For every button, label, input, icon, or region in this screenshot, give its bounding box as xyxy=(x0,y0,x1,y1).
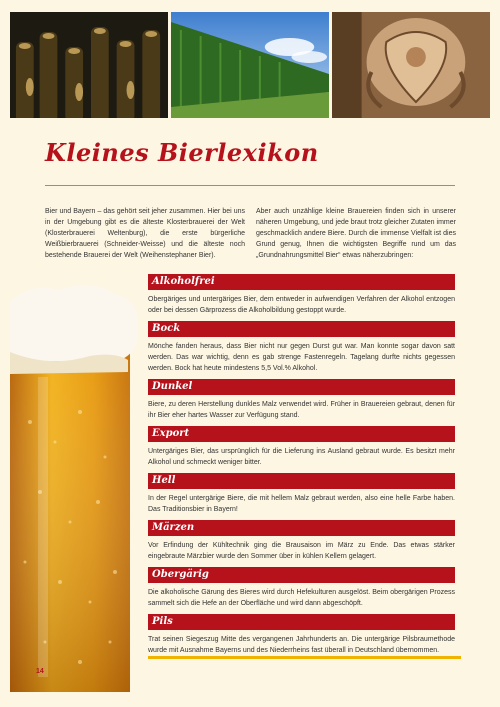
glossary-term: Obergärig xyxy=(148,567,455,583)
glossary-entry xyxy=(148,520,455,567)
page-title: Kleines Bierlexikon xyxy=(45,138,319,167)
glossary-term: Dunkel xyxy=(148,379,455,395)
glossary-definition: Mönche fanden heraus, dass Bier nicht nur gegen Durst gut war. Man konnte sogar davon satt werden. Das war wichtig, denn es gab strenge Fastenregeln. Tagelang durfte nichts gegessen werden. Bock hat heute mindestens 5,5 Vol.% Alkohol. xyxy=(148,343,455,372)
glossary-term: Alkoholfrei xyxy=(148,274,455,290)
glossary-term: Hell xyxy=(148,473,455,489)
beer-bottles-photo xyxy=(10,12,168,118)
glossary-term: Märzen xyxy=(148,520,455,536)
glossary-entry xyxy=(148,321,455,379)
photo-strip xyxy=(10,12,490,118)
glossary-term: Pils xyxy=(148,614,455,630)
intro-right-column: Aber auch unzählige kleine Brauereien finden sich in unserer näheren Umgebung, und jede braut trotz gleicher Zutaten immer geschmacklich andere Biere. Durch die immense Vielfalt ist dies Grund genug, Ihnen die wichtigsten Begriffe rund um das „Grundnahrungsmittel Bier“ etwas näherzubringen: xyxy=(256,208,456,259)
glossary-definition: Untergäriges Bier, das ursprünglich für die Lieferung ins Ausland gebraut wurde. Es besitzt mehr Alkohol und schmeckt weniger bitter. xyxy=(148,448,455,466)
glossary-definition: Trat seinen Siegeszug Mitte des vergangenen Jahrhunderts an. Die untergärige Pilsbraumethode wurde mit Ausnahme Bayerns und des Niederrheins fast überall in Deutschland übernommen. xyxy=(148,636,455,654)
glossary-entry xyxy=(148,614,455,661)
glossary-definition: Biere, zu deren Herstellung dunkles Malz verwendet wird. Früher in Brauereien gebraut, denen für ihr Bier eher hartes Wasser zur Verfügung stand. xyxy=(148,401,455,419)
hop-field-photo xyxy=(171,12,329,118)
carved-wood-photo xyxy=(332,12,490,118)
glossary-list xyxy=(148,274,455,661)
glossary-entry xyxy=(148,426,455,473)
beer-glass-image xyxy=(10,282,148,692)
glossary-entry xyxy=(148,567,455,614)
page-number: 14 xyxy=(36,668,44,675)
glossary-entry xyxy=(148,274,455,321)
intro-left-column: Bier und Bayern – das gehört seit jeher zusammen. Hier bei uns in der Umgebung gibt es die älteste Klosterbrauerei der Welt (Klosterbrauerei Weltenburg), die erste bürgerliche Weißbierbrauerei (Schneider-Weisse) und die älteste noch bestehende Brauerei der Welt (Weihenstephaner Bier). xyxy=(45,208,245,259)
glossary-definition: Obergäriges und untergäriges Bier, dem entweder in aufwendigen Verfahren der Alkohol entzogen oder bei dessen Gärprozess die Alkoholbildung gestoppt wurde. xyxy=(148,296,455,314)
glossary-definition: Die alkoholische Gärung des Bieres wird durch Hefekulturen ausgelöst. Beim obergärigen Prozess sammelt sich die Hefe an der Oberfläche und wird dann abgeschöpft. xyxy=(148,589,455,607)
glossary-definition: In der Regel untergärige Biere, die mit hellem Malz gebraut werden, also eine helle Farbe haben. Das Traditionsbier in Bayern! xyxy=(148,495,455,513)
glossary-entry xyxy=(148,473,455,520)
glossary-term: Export xyxy=(148,426,455,442)
title-divider xyxy=(45,185,455,186)
glossary-definition: Vor Erfindung der Kühltechnik ging die Brausaison im März zu Ende. Das etwas stärker eingebraute Märzbier wurde den Sommer über in kühlen Kellern gelagert. xyxy=(148,542,455,560)
glossary-entry xyxy=(148,379,455,426)
glossary-term: Bock xyxy=(148,321,455,337)
